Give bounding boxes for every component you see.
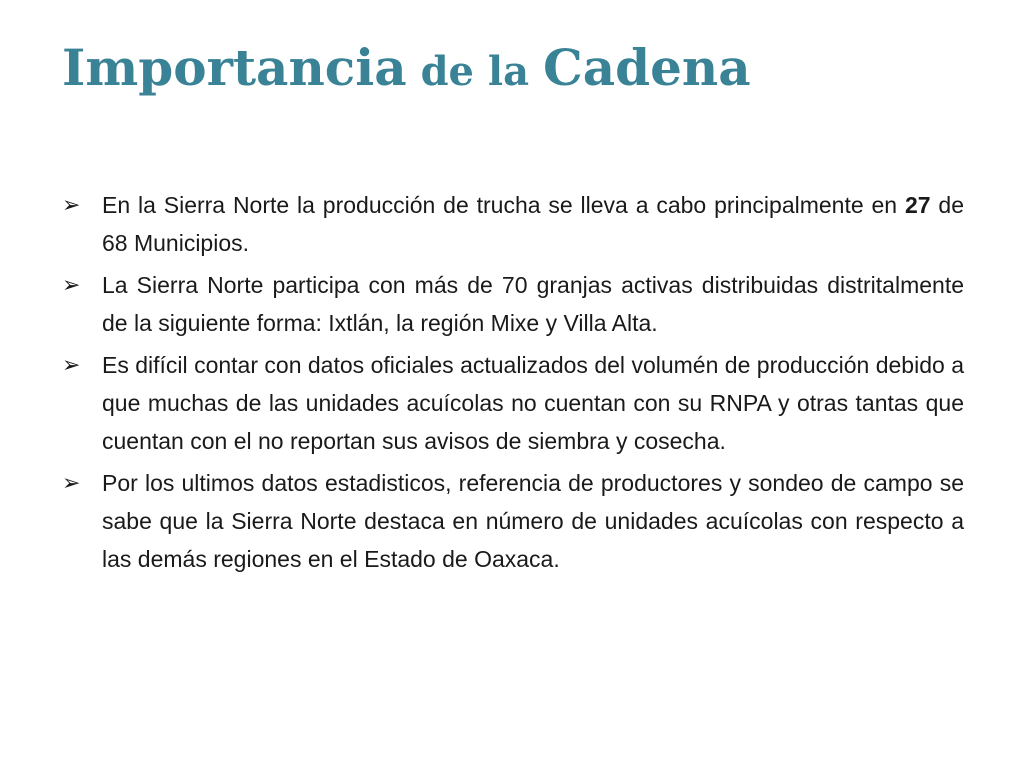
- bullet-1-bold-number: 27: [904, 192, 931, 218]
- title-part-importancia: Importancia: [62, 38, 407, 97]
- bullet-item-3: [62, 346, 964, 460]
- arrow-bullet-icon: ➢: [62, 352, 81, 377]
- arrow-bullet-icon: ➢: [62, 272, 81, 297]
- bullet-item-1: [62, 186, 964, 262]
- bullet-list: [62, 186, 964, 582]
- arrow-bullet-icon: ➢: [62, 470, 81, 495]
- title-part-cadena: Cadena: [542, 38, 751, 97]
- bullet-3-text: Es difícil contar con datos oficiales actualizados del volumén de producción debido a que muchas de las unidades acuícolas no cuentan con su RNPA y otras tantas que cuentan con el no reportan sus avisos de siembra y cosecha.: [102, 352, 964, 454]
- bullet-1-text-end: de 68 Municipios.: [102, 192, 964, 256]
- bullet-item-2: [62, 266, 964, 342]
- slide-title: [62, 38, 751, 98]
- bullet-4-text: Por los ultimos datos estadisticos, referencia de productores y sondeo de campo se sabe que la Sierra Norte destaca en número de unidades acuícolas con respecto a las demás regiones en el Estado de Oaxaca.: [102, 470, 964, 572]
- bullet-item-4: [62, 464, 964, 578]
- title-part-de-la: de la: [406, 48, 543, 95]
- bullet-1-text-start: En la Sierra Norte la producción de trucha se lleva a cabo principalmente en: [102, 192, 905, 218]
- arrow-bullet-icon: ➢: [62, 192, 81, 217]
- bullet-2-text: La Sierra Norte participa con más de 70 granjas activas distribuidas distritalmente de la siguiente forma: Ixtlán, la región Mixe y Villa Alta.: [102, 272, 964, 336]
